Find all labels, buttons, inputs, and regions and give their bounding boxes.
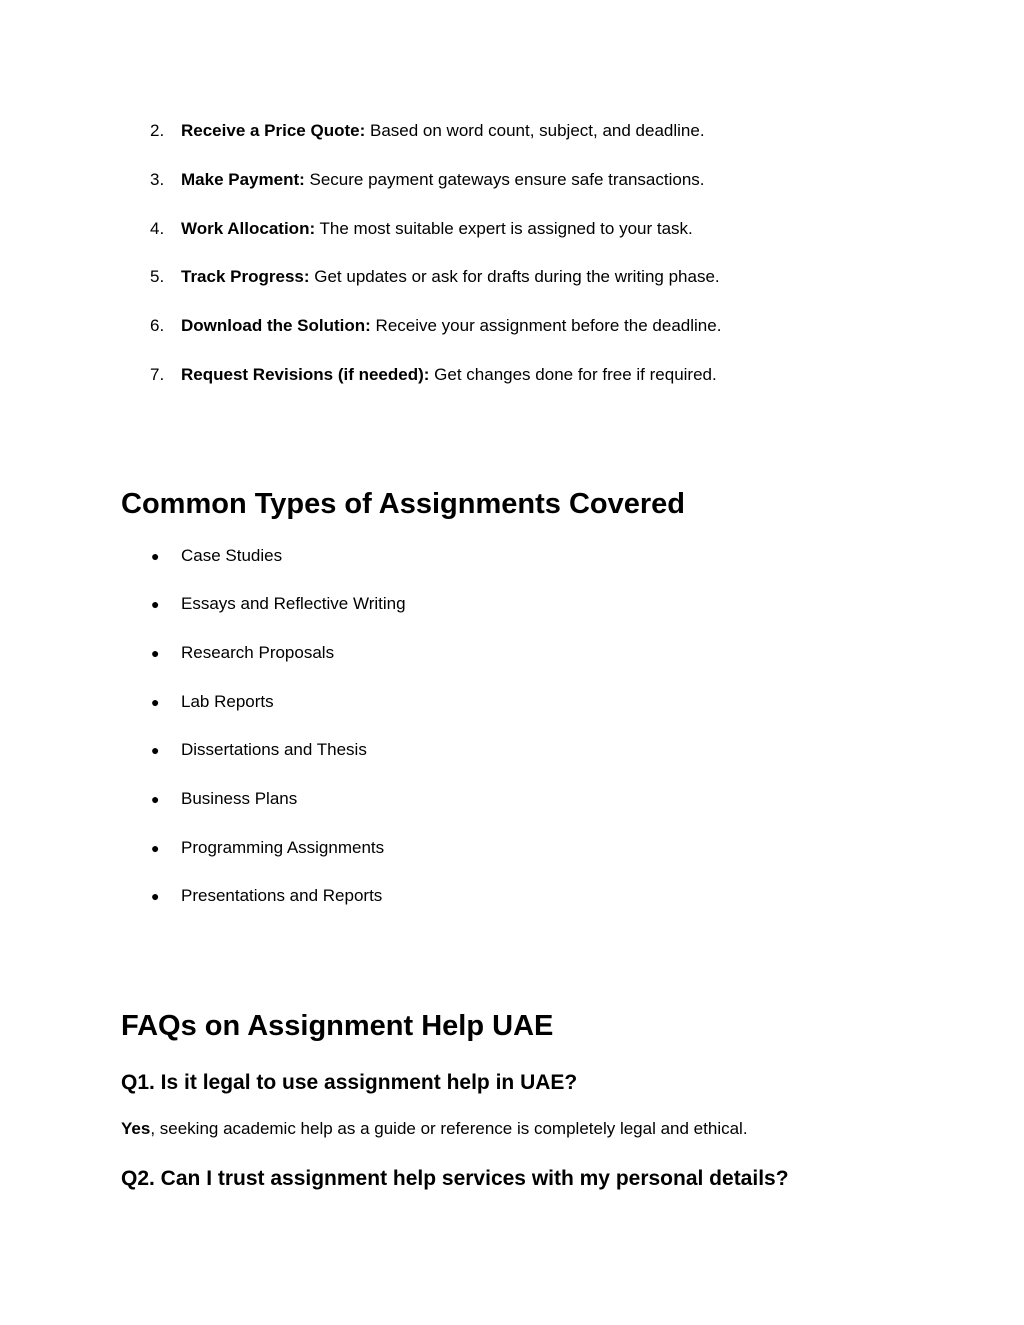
step-text: The most suitable expert is assigned to your task.	[315, 219, 693, 238]
step-number: 7.	[150, 365, 165, 384]
list-item: Business Plans	[181, 789, 298, 808]
faq-question-2: Q2. Can I trust assignment help services with my personal details?	[121, 1167, 789, 1190]
step-text: Get changes done for free if required.	[429, 365, 717, 384]
bullet-icon: ●	[151, 548, 160, 564]
list-item: Research Proposals	[181, 643, 335, 662]
step-text: Get updates or ask for drafts during the writing phase.	[309, 267, 720, 286]
bullet-icon: ●	[151, 742, 160, 758]
step-number: 2.	[150, 121, 165, 140]
step-label: Track Progress:	[181, 267, 310, 286]
step-number: 5.	[150, 267, 165, 286]
bullet-icon: ●	[151, 596, 160, 612]
step-label: Make Payment:	[181, 170, 305, 189]
step-number: 6.	[150, 316, 165, 335]
step-text: Secure payment gateways ensure safe transactions.	[304, 170, 705, 189]
list-item: Essays and Reflective Writing	[181, 594, 406, 613]
bullet-icon: ●	[151, 840, 160, 856]
step-text: Based on word count, subject, and deadline.	[365, 121, 705, 140]
step-text: Receive your assignment before the deadline.	[370, 316, 722, 335]
step-item	[181, 316, 721, 336]
faq-answer-emphasis: Yes	[121, 1119, 151, 1138]
bullet-icon: ●	[151, 645, 160, 661]
step-item	[181, 170, 705, 190]
list-item: Dissertations and Thesis	[181, 740, 367, 759]
section-heading-faqs: FAQs on Assignment Help UAE	[121, 1010, 554, 1042]
step-label: Work Allocation:	[181, 219, 316, 238]
step-item	[181, 121, 705, 141]
bullet-icon: ●	[151, 694, 160, 710]
faq-answer-text: , seeking academic help as a guide or reference is completely legal and ethical.	[150, 1119, 748, 1138]
step-number: 4.	[150, 219, 165, 238]
faq-question-1: Q1. Is it legal to use assignment help in UAE?	[121, 1071, 578, 1094]
step-number: 3.	[150, 170, 165, 189]
list-item: Lab Reports	[181, 692, 274, 711]
step-item	[181, 219, 693, 239]
step-label: Request Revisions (if needed):	[181, 365, 430, 384]
bullet-icon: ●	[151, 791, 160, 807]
list-item: Programming Assignments	[181, 838, 385, 857]
faq-answer-1	[121, 1119, 748, 1139]
step-item	[181, 267, 720, 287]
list-item: Presentations and Reports	[181, 886, 383, 905]
step-label: Receive a Price Quote:	[181, 121, 366, 140]
step-label: Download the Solution:	[181, 316, 371, 335]
bullet-icon: ●	[151, 888, 160, 904]
list-item: Case Studies	[181, 546, 283, 565]
step-item	[181, 365, 717, 385]
section-heading-types: Common Types of Assignments Covered	[121, 488, 685, 520]
